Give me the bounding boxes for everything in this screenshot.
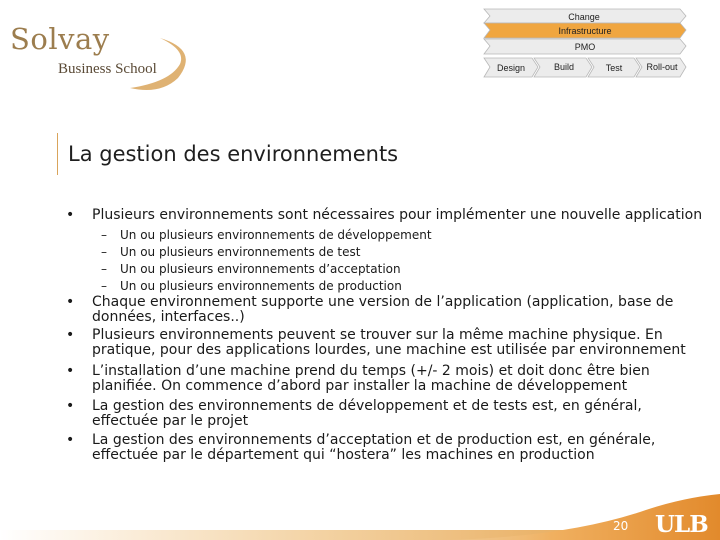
dash-icon: – (101, 245, 107, 259)
phase-build-label: Build (553, 62, 574, 72)
bullet-icon: • (66, 432, 75, 448)
sub-bullet-item: Un ou plusieurs environnements de production (120, 279, 402, 293)
process-change-label: Change (568, 12, 600, 22)
sub-bullet-item: Un ou plusieurs environnements de développement (120, 228, 432, 242)
bullet-icon: • (66, 327, 75, 343)
process-infrastructure-label: Infrastructure (558, 26, 612, 36)
bullet-icon: • (66, 207, 75, 223)
process-diagram (0, 0, 720, 90)
process-pmo-label: PMO (574, 42, 596, 52)
bullet-item: La gestion des environnements d’acceptation et de production est, en générale, effectuée par le département qui “hostera” les machines en production (92, 432, 656, 463)
logo-wordmark: Solvay (10, 22, 110, 56)
dash-icon: – (101, 262, 107, 276)
page-title: La gestion des environnements (68, 142, 399, 166)
bullet-item: La gestion des environnements de développement et de tests est, en général, effectuée par le projet (92, 398, 642, 429)
bullet-item: L’installation d’une machine prend du temps (+/- 2 mois) et doit donc être bien planifiée. On commence d’abord par installer la machine de développement (92, 363, 650, 394)
bullet-item: Plusieurs environnements peuvent se trouver sur la même machine physique. En pratique, pour des applications lourdes, une machine est utilisée par environnement (92, 327, 686, 358)
dash-icon: – (101, 279, 107, 293)
ulb-logo: ULB (655, 511, 708, 538)
phase-test-label: Test (605, 63, 623, 73)
bullet-icon: • (66, 398, 75, 414)
bullet-icon: • (66, 363, 75, 379)
page-number: 20 (613, 519, 629, 533)
sub-bullet-item: Un ou plusieurs environnements d’acceptation (120, 262, 401, 276)
phase-design-label: Design (496, 63, 525, 73)
dash-icon: – (101, 228, 107, 242)
bullet-item: Plusieurs environnements sont nécessaires pour implémenter une nouvelle application (92, 207, 703, 223)
bullet-item: Chaque environnement supporte une version de l’application (application, base de données, interfaces..) (92, 294, 674, 325)
bullet-icon: • (66, 294, 75, 310)
title-rule (57, 133, 58, 175)
logo-subtitle: Business School (58, 61, 157, 77)
sub-bullet-item: Un ou plusieurs environnements de test (120, 245, 361, 259)
phase-rollout-label: Roll-out (646, 62, 678, 72)
